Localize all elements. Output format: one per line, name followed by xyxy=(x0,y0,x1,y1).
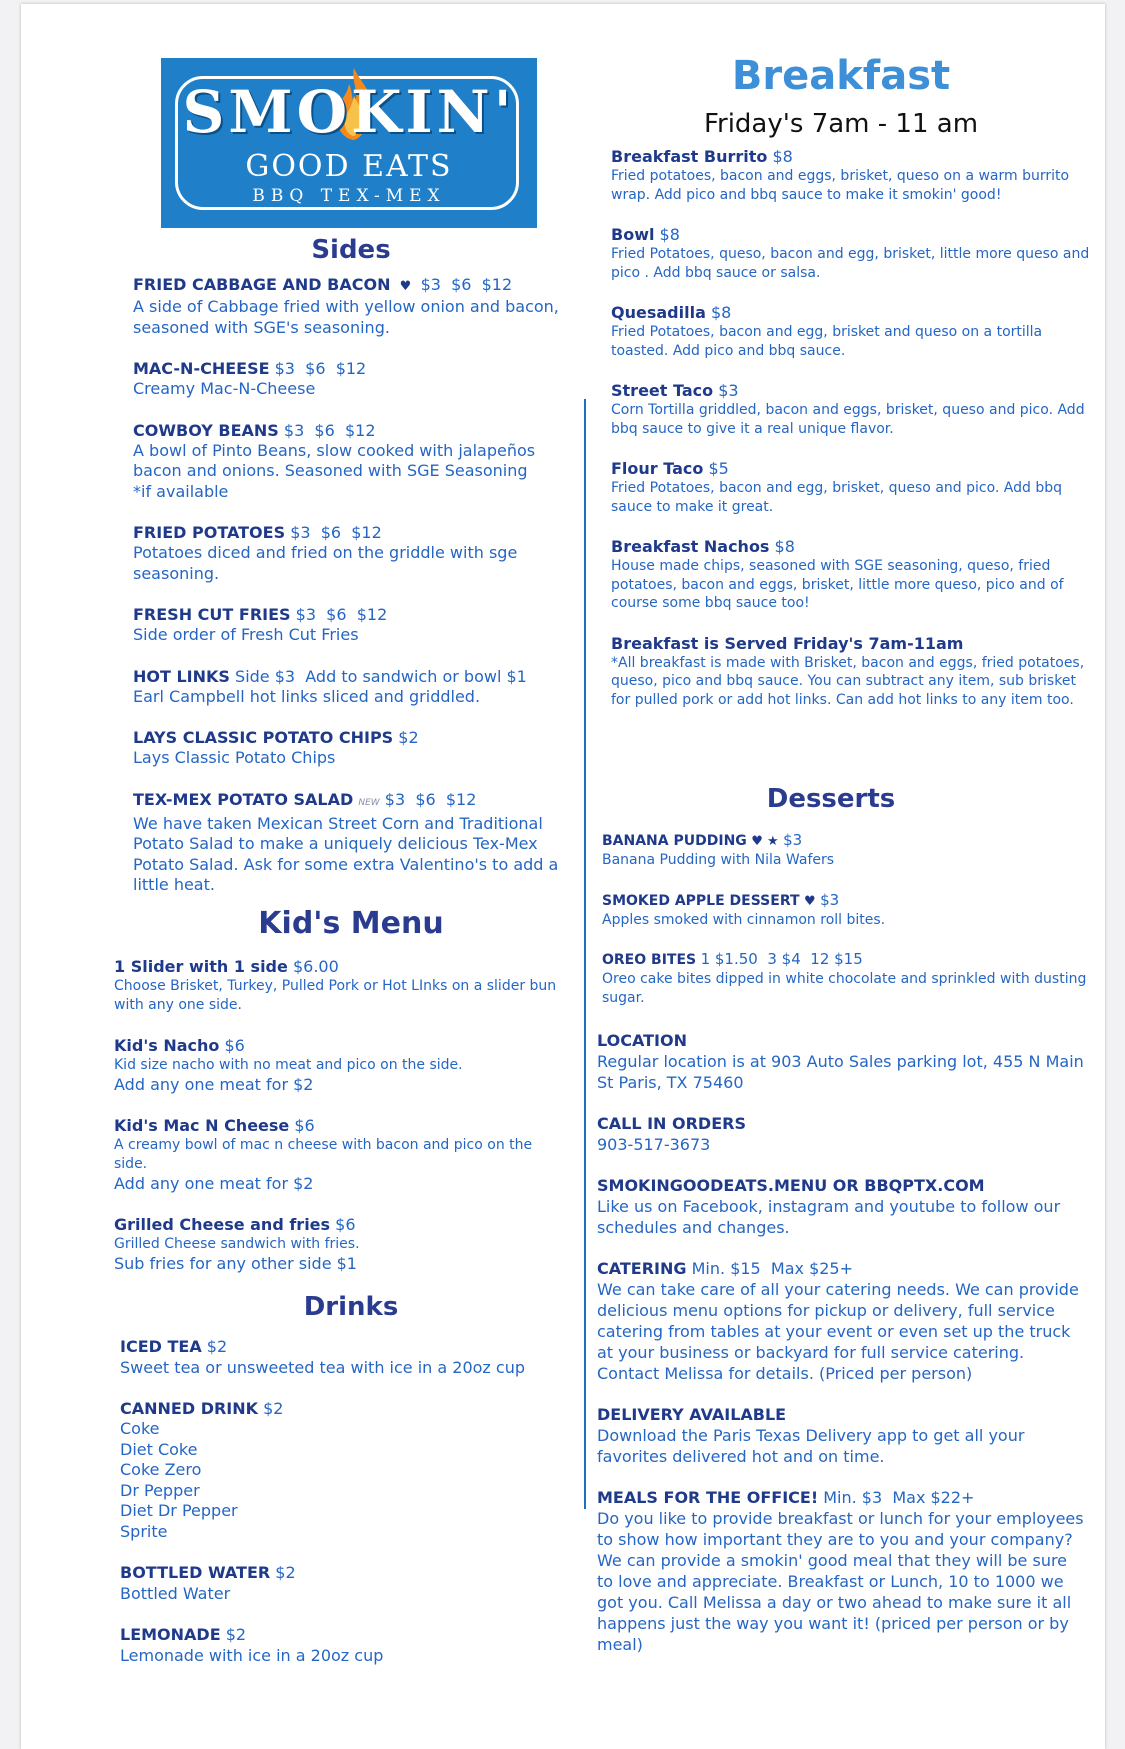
item-name: BANANA PUDDING xyxy=(602,833,747,849)
item-name: LAYS CLASSIC POTATO CHIPS xyxy=(133,728,394,747)
item-description: Banana Pudding with Nila Wafers xyxy=(602,852,835,868)
item-name: FRESH CUT FRIES xyxy=(133,605,291,624)
item-name: Street Taco xyxy=(611,381,714,400)
item-description: Download the Paris Texas Delivery app to get all your favorites delivered hot and on time. xyxy=(597,1426,1025,1466)
item-description: Fried Potatoes, bacon and egg, brisket, queso and pico. Add bbq sauce to make it great. xyxy=(611,480,1063,515)
item-price: $8 xyxy=(710,303,732,322)
item-description: Corn Tortilla griddled, bacon and eggs, brisket, queso and pico. Add bbq sauce to give it a real unique flavor. xyxy=(611,402,1085,437)
item-price: $8 xyxy=(659,225,680,244)
item-name: Quesadilla xyxy=(611,303,706,322)
item-description: Lays Classic Potato Chips xyxy=(133,748,336,767)
item-price: $2 xyxy=(225,1625,247,1644)
item-name: Grilled Cheese and fries xyxy=(114,1215,331,1234)
item-name: BOTTLED WATER xyxy=(120,1563,271,1582)
heart-star-icon: ♥ ★ xyxy=(751,834,779,849)
item-name: COWBOY BEANS xyxy=(133,420,279,440)
side-item xyxy=(133,274,573,338)
breakfast-item xyxy=(611,381,1091,438)
breakfast-item xyxy=(611,225,1091,282)
side-item xyxy=(133,789,573,896)
item-price: $6 xyxy=(294,1116,315,1135)
item-description: Do you like to provide breakfast or lunch for your employees to show how important they are to you and your company? We can provide a smokin' good meal that they will be sure to love and appreciate. Breakfast or Lunch, 10 to 1000 we got you. Call Melissa a day or two ahead to make sure it all happens just the way you want it! (priced per person or by meal) xyxy=(597,1509,1084,1654)
item-price: $3 xyxy=(820,890,840,909)
drink-option: Diet Coke xyxy=(120,1439,198,1459)
item-description: A bowl of Pinto Beans, slow cooked with jalapeños bacon and onions. Seasoned with SGE Seasoning xyxy=(133,440,536,480)
item-name: LOCATION xyxy=(597,1031,687,1050)
item-price: $3 xyxy=(783,831,803,849)
item-price: $3 xyxy=(718,381,739,400)
info-office-meals xyxy=(597,1488,1087,1655)
item-description: Fried Potatoes, bacon and egg, brisket and queso on a tortilla toasted. Add pico and bbq sauce. xyxy=(611,324,1043,359)
item-name: 1 Slider with 1 side xyxy=(114,957,288,976)
side-item xyxy=(133,420,573,503)
side-item xyxy=(133,522,573,584)
item-price: $2 xyxy=(398,728,419,747)
item-description: Apples smoked with cinnamon roll bites. xyxy=(602,911,886,928)
info-delivery xyxy=(597,1405,1087,1467)
website-link[interactable]: SMOKINGOODEATS.MENU OR BBQPTX.COM xyxy=(597,1176,985,1195)
item-description: *All breakfast is made with Brisket, bacon and eggs, fried potatoes, queso, pico and bbq sauce. You can subtract any item, sub brisket for pulled pork or add hot links. Can add hot links to any item too. xyxy=(611,654,1085,708)
drinks-title: Drinks xyxy=(303,1292,399,1322)
info-catering xyxy=(597,1259,1087,1384)
item-price: $3 $6 $12 xyxy=(283,420,376,440)
info-website xyxy=(597,1176,1087,1238)
item-description: Fried potatoes, bacon and eggs, brisket, queso on a warm burrito wrap. Add pico and bbq sauce to make it smokin' good! xyxy=(611,168,1070,203)
kids-section xyxy=(114,956,564,1274)
item-price: $6 xyxy=(224,1036,245,1055)
item-price: Min. $15 Max $25+ xyxy=(691,1259,854,1278)
drink-item xyxy=(120,1398,560,1542)
menu-page xyxy=(21,4,1105,1749)
item-price: $6.00 xyxy=(292,957,339,976)
item-price: $3 $6 $12 xyxy=(295,605,388,624)
item-name: LEMONADE xyxy=(120,1625,221,1644)
side-item xyxy=(133,604,573,646)
desserts-title: Desserts xyxy=(766,784,896,814)
item-price: 1 $1.50 3 $4 12 $15 xyxy=(700,950,863,968)
item-price: Side $3 Add to sandwich or bowl $1 xyxy=(235,666,527,686)
breakfast-item xyxy=(611,303,1091,360)
item-name: Flour Taco xyxy=(611,459,704,478)
item-description: Grilled Cheese sandwich with fries. xyxy=(114,1236,360,1252)
item-name: Breakfast Nachos xyxy=(611,537,770,556)
item-price: $3 $6 $12 xyxy=(420,275,513,294)
item-price: $8 xyxy=(772,147,793,166)
item-name: MAC-N-CHEESE xyxy=(133,359,270,378)
item-price: $5 xyxy=(708,459,729,478)
item-name: FRIED POTATOES xyxy=(133,523,286,542)
breakfast-note xyxy=(611,634,1091,710)
item-price: $6 xyxy=(335,1215,356,1234)
item-name: MEALS FOR THE OFFICE! xyxy=(597,1488,819,1507)
item-extra: Sub fries for any other side $1 xyxy=(114,1254,357,1273)
item-name: Breakfast Burrito xyxy=(611,147,768,166)
item-description: Lemonade with ice in a 20oz cup xyxy=(120,1646,384,1665)
heart-icon: ♥ xyxy=(395,279,416,294)
info-section xyxy=(597,1031,1087,1655)
item-description: Creamy Mac-N-Cheese xyxy=(133,379,316,398)
logo-tagline: BBQ TEX-MEX xyxy=(252,186,446,206)
item-description: Kid size nacho with no meat and pico on the side. xyxy=(114,1057,463,1073)
dessert-item xyxy=(602,831,1092,870)
item-name: CALL IN ORDERS xyxy=(597,1114,746,1133)
dessert-item xyxy=(602,891,1092,930)
info-call-in xyxy=(597,1114,1087,1155)
item-description: Potatoes diced and fried on the griddle with sge seasoning. xyxy=(133,543,518,583)
item-description: We have taken Mexican Street Corn and Traditional Potato Salad to make a uniquely delicious Tex-Mex Potato Salad. Ask for some extra Valentino's to add a little heat. xyxy=(133,813,559,894)
side-item xyxy=(133,666,573,708)
breakfast-hours: Friday's 7am - 11 am xyxy=(703,109,979,139)
item-description: Side order of Fresh Cut Fries xyxy=(133,625,359,644)
heart-icon: ♥ xyxy=(803,893,816,909)
item-name: DELIVERY AVAILABLE xyxy=(597,1405,787,1424)
drink-option: Coke Zero xyxy=(120,1460,202,1479)
item-name: CATERING xyxy=(597,1259,687,1278)
item-description: Like us on Facebook, instagram and youtube to follow our schedules and changes. xyxy=(597,1197,1061,1237)
item-description: Earl Campbell hot links sliced and griddled. xyxy=(133,686,481,706)
item-name: FRIED CABBAGE AND BACON xyxy=(133,275,391,294)
breakfast-title: Breakfast xyxy=(731,53,951,99)
phone-number[interactable]: 903-517-3673 xyxy=(597,1135,711,1154)
item-description: House made chips, seasoned with SGE seasoning, queso, fried potatoes, bacon and eggs, brisket, little more queso, pico and of course some bbq sauce too! xyxy=(611,558,1064,611)
item-price: $2 xyxy=(206,1337,228,1356)
item-name: Breakfast is Served Friday's 7am-11am xyxy=(611,633,964,653)
breakfast-item xyxy=(611,459,1091,516)
item-price: Min. $3 Max $22+ xyxy=(823,1488,975,1507)
item-extra: Add any one meat for $2 xyxy=(114,1075,314,1094)
item-description: We can take care of all your catering needs. We can provide delicious menu options for pickup or delivery, full service catering from tables at your event or even set up the truck at your business or backyard for full service catering. Contact Melissa for details. (Priced per person) xyxy=(597,1280,1079,1383)
kids-item xyxy=(114,1214,564,1274)
item-description: Bottled Water xyxy=(120,1584,231,1603)
kids-item xyxy=(114,1035,564,1095)
item-name: CANNED DRINK xyxy=(120,1399,259,1418)
dessert-item xyxy=(602,950,1092,1007)
item-note: *if available xyxy=(133,481,229,501)
drink-option: Coke xyxy=(120,1419,160,1438)
sides-title: Sides xyxy=(311,235,391,265)
item-price: $8 xyxy=(774,537,795,556)
item-description: Sweet tea or unsweeted tea with ice in a 20oz cup xyxy=(120,1358,525,1377)
breakfast-item xyxy=(611,147,1091,204)
new-badge: NEW xyxy=(358,797,380,808)
logo xyxy=(161,58,537,228)
kids-item xyxy=(114,1115,564,1194)
sides-section xyxy=(133,274,573,896)
kids-menu-title: Kid's Menu xyxy=(258,906,444,941)
column-divider xyxy=(584,399,586,1509)
item-extra: Add any one meat for $2 xyxy=(114,1174,314,1193)
item-description: A side of Cabbage fried with yellow onion and bacon, seasoned with SGE's seasoning. xyxy=(133,297,559,337)
item-description: Fried Potatoes, queso, bacon and egg, brisket, little more queso and pico . Add bbq sauce or salsa. xyxy=(611,246,1090,281)
item-name: Kid's Nacho xyxy=(114,1036,220,1055)
item-name: ICED TEA xyxy=(120,1337,202,1356)
drink-item xyxy=(120,1336,560,1378)
item-description: Oreo cake bites dipped in white chocolate and sprinkled with dusting sugar. xyxy=(602,971,1087,1006)
item-price: $3 $6 $12 xyxy=(384,789,477,809)
item-name: SMOKED APPLE DESSERT xyxy=(602,892,800,909)
drink-option: Diet Dr Pepper xyxy=(120,1501,238,1520)
desserts-section xyxy=(602,831,1092,1007)
logo-title: SMOKIN' xyxy=(182,78,516,146)
item-name: OREO BITES xyxy=(602,952,697,968)
drink-item xyxy=(120,1624,560,1666)
side-item xyxy=(133,727,573,769)
item-price: $2 xyxy=(275,1563,296,1582)
item-name: TEX-MEX POTATO SALAD xyxy=(133,789,354,809)
breakfast-section xyxy=(611,147,1091,709)
item-price: $2 xyxy=(263,1399,284,1418)
item-name: HOT LINKS xyxy=(133,666,230,686)
item-name: Kid's Mac N Cheese xyxy=(114,1116,290,1135)
item-description: A creamy bowl of mac n cheese with bacon and pico on the side. xyxy=(114,1137,533,1172)
drink-item xyxy=(120,1562,560,1604)
drink-option: Sprite xyxy=(120,1521,168,1541)
side-item xyxy=(133,358,573,400)
kids-item xyxy=(114,956,564,1015)
breakfast-item xyxy=(611,537,1091,613)
item-name: Bowl xyxy=(611,225,655,244)
drinks-section xyxy=(120,1336,560,1666)
drink-option: Dr Pepper xyxy=(120,1480,200,1500)
item-description: Choose Brisket, Turkey, Pulled Pork or Hot LInks on a slider bun with any one side. xyxy=(114,978,557,1013)
item-price: $3 $6 $12 xyxy=(274,359,367,378)
item-description: Regular location is at 903 Auto Sales parking lot, 455 N Main St Paris, TX 75460 xyxy=(597,1052,1084,1092)
item-price: $3 $6 $12 xyxy=(290,523,382,542)
logo-subtitle: GOOD EATS xyxy=(245,149,453,184)
info-location xyxy=(597,1031,1087,1093)
